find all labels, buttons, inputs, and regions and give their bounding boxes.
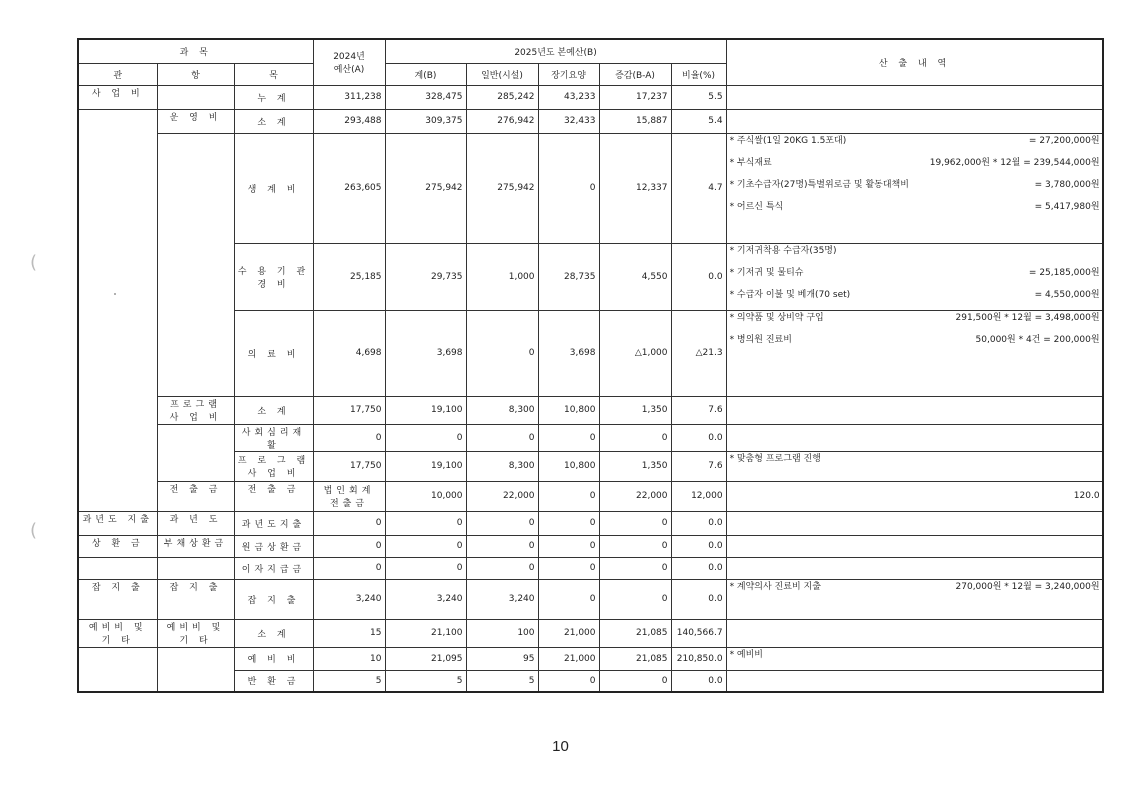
cell-total: 0: [385, 535, 466, 557]
cell-total: 22,000: [466, 481, 538, 511]
cell-longterm: 22,000: [599, 481, 671, 511]
cell-diff: 21,085: [599, 647, 671, 670]
header-curr-year: 2025년도 본예산(B): [385, 39, 726, 63]
table-row: [78, 396, 1103, 424]
binding-hole-mark: (: [30, 520, 38, 541]
cell-hang: [157, 133, 234, 396]
cell-calc: [726, 579, 1103, 619]
cell-prev-budget: 17,750: [313, 451, 385, 481]
cell-total: 309,375: [385, 109, 466, 133]
cell-ratio: 140,566.7: [671, 619, 726, 647]
cell-total: 328,475: [385, 85, 466, 109]
calc-desc: * 계약의사 진료비 지출: [729, 581, 821, 592]
calc-line: [730, 156, 1100, 178]
cell-longterm: 0: [538, 133, 599, 243]
cell-total: 0: [385, 424, 466, 451]
header-col-general: 일반(시설): [466, 63, 538, 85]
calc-line: [730, 648, 1100, 670]
cell-diff: 1,350: [599, 451, 671, 481]
cell-calc: [726, 85, 1103, 109]
table-row: [78, 647, 1103, 670]
page-number: 10: [552, 738, 569, 755]
cell-diff: 0: [599, 535, 671, 557]
cell-ratio: 210,850.0: [671, 647, 726, 670]
cell-total: 21,100: [385, 619, 466, 647]
cell-longterm: 10,800: [538, 451, 599, 481]
calc-result: = 27,200,000원: [1028, 135, 1100, 146]
cell-prev-budget: 0: [313, 557, 385, 579]
cell-mok: 소 계: [234, 619, 313, 647]
calc-line: [730, 311, 1100, 333]
cell-longterm: 21,000: [538, 619, 599, 647]
cell-gwan: [78, 647, 157, 692]
cell-ratio: 5.4: [671, 109, 726, 133]
header-mok: 목: [234, 63, 313, 85]
cell-prev-budget: 15: [313, 619, 385, 647]
budget-sheet: [77, 38, 1102, 693]
cell-general: 0: [538, 481, 599, 511]
cell-mok: 소 계: [234, 396, 313, 424]
cell-calc: [726, 451, 1103, 481]
cell-gwan: 상 환 금: [78, 535, 157, 557]
cell-mok: 생 계 비: [234, 133, 313, 243]
header-calc: 산 출 내 역: [726, 39, 1103, 85]
calc-desc: * 맞춤형 프로그램 진행: [729, 453, 821, 464]
header-prev-year-line2: 예산(A): [333, 65, 365, 76]
cell-general: 0: [466, 424, 538, 451]
cell-hang: [157, 557, 234, 579]
cell-diff: 0: [599, 579, 671, 619]
cell-ratio: 120.0: [726, 481, 1103, 511]
cell-hang: 잡 지 출: [157, 579, 234, 619]
cell-ratio: 0.0: [671, 424, 726, 451]
cell-mok: 수 용 기 관 경 비: [234, 243, 313, 310]
cell-longterm: 10,800: [538, 396, 599, 424]
calc-result: 50,000원 * 4건 = 200,000원: [975, 334, 1100, 345]
table-row: [78, 85, 1103, 109]
cell-ratio: 5.5: [671, 85, 726, 109]
cell-hang: 과 년 도: [157, 511, 234, 535]
cell-diff: 1,350: [599, 396, 671, 424]
cell-total: 275,942: [385, 133, 466, 243]
cell-ratio: 4.7: [671, 133, 726, 243]
calc-desc: * 주식쌀(1일 20KG 1.5포대): [729, 135, 847, 146]
calc-line: [730, 266, 1100, 288]
cell-calc: [726, 396, 1103, 424]
cell-hang: [157, 647, 234, 692]
cell-hang: 예비비 및 기 타: [157, 619, 234, 647]
table-row: [78, 619, 1103, 647]
budget-body: [78, 85, 1103, 692]
cell-gwan: 과년도 지출: [78, 511, 157, 535]
calc-line: [730, 452, 1100, 474]
cell-total: 5: [385, 670, 466, 692]
cell-total: 0: [385, 557, 466, 579]
cell-prev-budget: 5: [313, 670, 385, 692]
cell-ratio: 7.6: [671, 451, 726, 481]
cell-longterm: 0: [538, 424, 599, 451]
cell-diff: 12,337: [599, 133, 671, 243]
cell-prev-budget: 10: [313, 647, 385, 670]
cell-calc: [726, 619, 1103, 647]
cell-prev-budget: 311,238: [313, 85, 385, 109]
cell-diff: 17,237: [599, 85, 671, 109]
header-prev-year-line1: 2024년: [333, 52, 365, 63]
cell-calc: [726, 310, 1103, 396]
cell-total: 0: [385, 511, 466, 535]
calc-desc: * 어르신 특식: [729, 201, 784, 212]
cell-total: 29,735: [385, 243, 466, 310]
cell-ratio: 0.0: [671, 670, 726, 692]
cell-prev-budget: 0: [313, 424, 385, 451]
cell-diff: 0: [599, 424, 671, 451]
cell-prev-budget: 4,698: [313, 310, 385, 396]
calc-desc: * 병의원 진료비: [729, 334, 792, 345]
cell-hang: 부채상환금: [157, 535, 234, 557]
cell-total: 3,698: [385, 310, 466, 396]
calc-desc: * 기초수급자(27명)특별위로금 및 활동대책비: [729, 179, 909, 190]
table-row: [78, 579, 1103, 619]
cell-prev-budget: 0: [313, 511, 385, 535]
cell-mok: 누 계: [234, 85, 313, 109]
cell-hang: 운 영 비: [157, 109, 234, 133]
cell-diff: △1,000: [599, 310, 671, 396]
table-row: [78, 133, 1103, 243]
cell-mok: 사회심리재활: [234, 424, 313, 451]
budget-table: [77, 38, 1104, 693]
calc-result: 19,962,000원 * 12월 = 239,544,000원: [929, 157, 1100, 168]
table-row: [78, 109, 1103, 133]
cell-diff: 21,085: [599, 619, 671, 647]
cell-general: 3,240: [466, 579, 538, 619]
cell-total: 21,095: [385, 647, 466, 670]
cell-longterm: 3,698: [538, 310, 599, 396]
cell-longterm: 43,233: [538, 85, 599, 109]
cell-ratio: 7.6: [671, 396, 726, 424]
cell-longterm: 28,735: [538, 243, 599, 310]
calc-desc: * 기저귀 및 물티슈: [729, 267, 804, 278]
cell-general: 0: [466, 535, 538, 557]
cell-calc: [726, 557, 1103, 579]
cell-total: 19,100: [385, 451, 466, 481]
cell-mok: 원금상환금: [234, 535, 313, 557]
cell-diff: 12,000: [671, 481, 726, 511]
cell-mok: 반 환 금: [234, 670, 313, 692]
cell-diff: 0: [599, 511, 671, 535]
cell-mok: 프 로 그 램 사 업 비: [234, 451, 313, 481]
calc-line: [730, 244, 1100, 266]
cell-ratio: 0.0: [671, 557, 726, 579]
cell-calc: [726, 133, 1103, 243]
calc-line: [730, 288, 1100, 310]
calc-line: [730, 333, 1100, 355]
cell-gwan: 예비비 및 기 타: [78, 619, 157, 647]
cell-general: 95: [466, 647, 538, 670]
calc-result: 270,000원 * 12월 = 3,240,000원: [955, 581, 1100, 592]
cell-gwan: 사 업 비: [78, 85, 157, 109]
cell-mok: 이자지급금: [234, 557, 313, 579]
cell-prev-budget: 3,240: [313, 579, 385, 619]
calc-line: [730, 134, 1100, 156]
header-col-diff: 증감(B-A): [599, 63, 671, 85]
cell-general: 1,000: [466, 243, 538, 310]
cell-general: 100: [466, 619, 538, 647]
cell-prev-budget: 25,185: [313, 243, 385, 310]
calc-desc: * 수급자 이불 및 베개(70 set): [729, 289, 851, 300]
cell-general: 275,942: [466, 133, 538, 243]
cell-hang: [157, 85, 234, 109]
cell-calc: [726, 670, 1103, 692]
cell-calc: [726, 109, 1103, 133]
calc-desc: * 예비비: [729, 649, 764, 660]
cell-prev-budget: 293,488: [313, 109, 385, 133]
cell-calc: [726, 647, 1103, 670]
cell-ratio: 0.0: [671, 511, 726, 535]
cell-gwan: [78, 557, 157, 579]
cell-longterm: 21,000: [538, 647, 599, 670]
cell-calc: [726, 511, 1103, 535]
calc-line: [730, 178, 1100, 200]
cell-prev-budget: 17,750: [313, 396, 385, 424]
cell-general: 0: [466, 557, 538, 579]
cell-mok: 법인회계 전출금: [313, 481, 385, 511]
cell-general: 8,300: [466, 451, 538, 481]
header-prev-year: [313, 39, 385, 85]
calc-result: = 4,550,000원: [1034, 289, 1100, 300]
cell-general: 0: [466, 310, 538, 396]
header-row-1: [78, 39, 1103, 63]
table-row: [78, 557, 1103, 579]
table-row: [78, 511, 1103, 535]
calc-result: = 5,417,980원: [1034, 201, 1100, 212]
calc-desc: * 기저귀착용 수급자(35명): [729, 245, 837, 256]
cell-hang: 프로그램 사 업 비: [157, 396, 234, 424]
cell-hang: [157, 424, 234, 481]
cell-prev-budget: 263,605: [313, 133, 385, 243]
header-col-longterm: 장기요양: [538, 63, 599, 85]
table-row: [78, 535, 1103, 557]
cell-mok: 잡 지 출: [234, 579, 313, 619]
cell-longterm: 0: [538, 670, 599, 692]
cell-gwan: [78, 109, 157, 511]
header-col-total: 계(B): [385, 63, 466, 85]
cell-longterm: 0: [538, 511, 599, 535]
calc-result: = 3,780,000원: [1034, 179, 1100, 190]
cell-longterm: 0: [538, 579, 599, 619]
cell-gwan: 잡 지 출: [78, 579, 157, 619]
cell-diff: 0: [599, 670, 671, 692]
cell-longterm: 32,433: [538, 109, 599, 133]
cell-longterm: 0: [538, 535, 599, 557]
cell-mok: 의 료 비: [234, 310, 313, 396]
cell-diff: 0: [599, 557, 671, 579]
calc-line: [730, 200, 1100, 222]
cell-calc: [726, 535, 1103, 557]
cell-mok: 예 비 비: [234, 647, 313, 670]
cell-prev-budget: 0: [313, 535, 385, 557]
header-col-ratio: 비율(%): [671, 63, 726, 85]
cell-ratio: △21.3: [671, 310, 726, 396]
calc-result: = 25,185,000원: [1028, 267, 1100, 278]
cell-hang: 전 출 금: [234, 481, 313, 511]
cell-ratio: 0.0: [671, 243, 726, 310]
cell-diff: 15,887: [599, 109, 671, 133]
cell-ratio: 0.0: [671, 579, 726, 619]
cell-diff: 4,550: [599, 243, 671, 310]
cell-mok: 과년도지출: [234, 511, 313, 535]
cell-total: 3,240: [385, 579, 466, 619]
cell-mok: 소 계: [234, 109, 313, 133]
cell-general: 0: [466, 511, 538, 535]
cell-calc: [726, 243, 1103, 310]
cell-ratio: 0.0: [671, 535, 726, 557]
cell-general: 5: [466, 670, 538, 692]
header-gwamok: 과 목: [78, 39, 313, 63]
cell-calc: [726, 424, 1103, 451]
calc-line: [730, 580, 1100, 602]
binding-hole-mark: (: [30, 252, 38, 273]
calc-desc: * 부식재료: [729, 157, 772, 168]
cell-total: 19,100: [385, 396, 466, 424]
cell-prev-budget: 10,000: [385, 481, 466, 511]
header-gwan: 관: [78, 63, 157, 85]
table-row: [78, 481, 1103, 511]
table-row: [78, 424, 1103, 451]
cell-general: 8,300: [466, 396, 538, 424]
header-hang: 항: [157, 63, 234, 85]
cell-gwan: 전 출 금: [157, 481, 234, 511]
cell-longterm: 0: [538, 557, 599, 579]
calc-result: 291,500원 * 12월 = 3,498,000원: [955, 312, 1100, 323]
calc-desc: * 의약품 및 상비약 구입: [729, 312, 824, 323]
cell-general: 276,942: [466, 109, 538, 133]
cell-general: 285,242: [466, 85, 538, 109]
